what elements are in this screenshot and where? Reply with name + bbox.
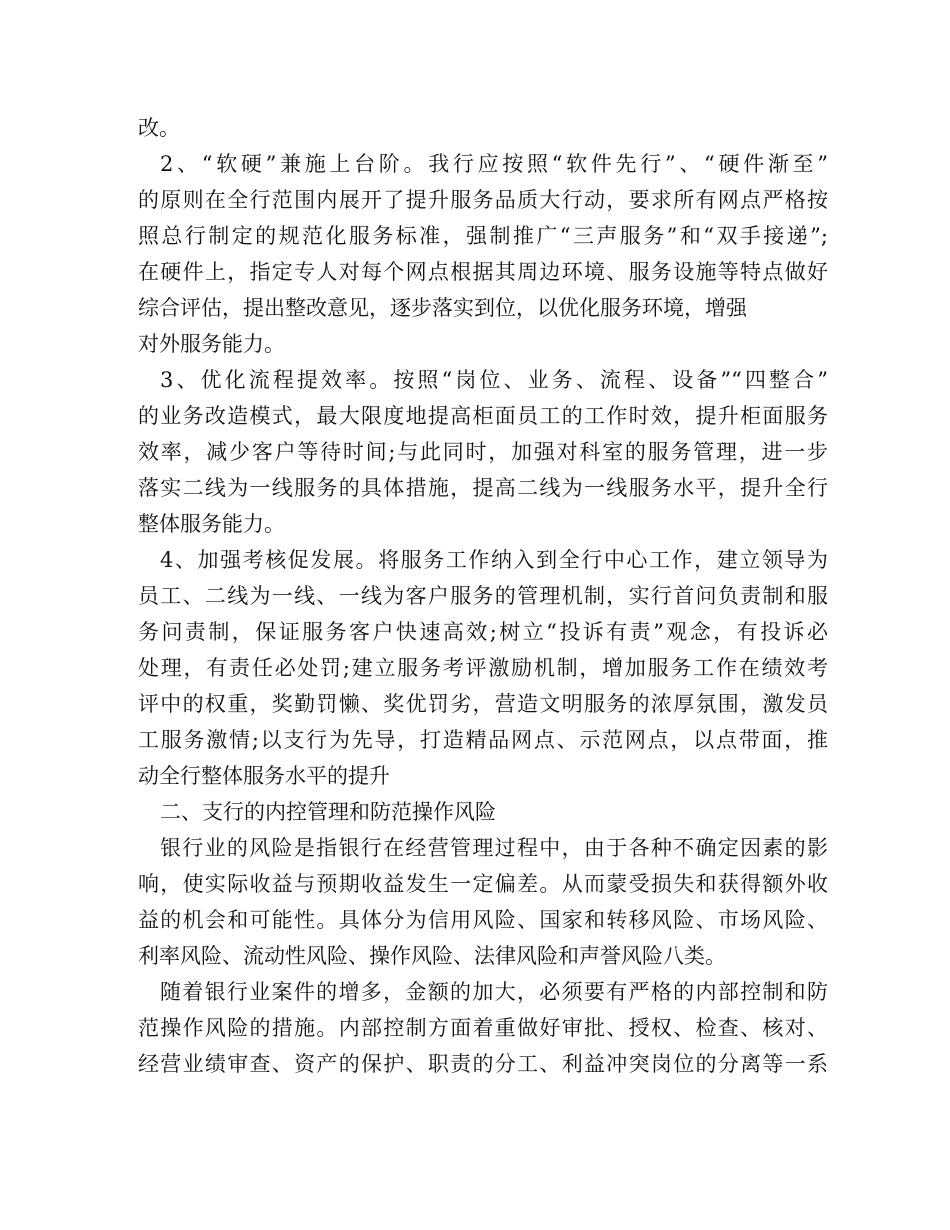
text-line: 效率，减少客户等待时间;与此同时，加强对科室的服务管理，进一步 (138, 440, 828, 464)
text-line: 益的机会和可能性。具体分为信用风险、国家和转移风险、市场风险、 (138, 908, 828, 932)
text-line: 务问责制，保证服务客户快速高效;树立“投诉有责”观念，有投诉必 (138, 620, 828, 644)
paragraph-first-line: 3、优化流程提效率。按照“岗位、业务、流程、设备”“四整合” (160, 368, 828, 392)
text-line: 经营业绩审查、资产的保护、职责的分工、利益冲突岗位的分离等一系 (138, 1052, 828, 1076)
text-line: 评中的权重，奖勤罚懒、奖优罚劣，营造文明服务的浓厚氛围，激发员 (138, 692, 828, 716)
text-line: 的原则在全行范围内展开了提升服务品质大行动，要求所有网点严格按 (138, 188, 828, 212)
paragraph-first-line: 银行业的风险是指银行在经营管理过程中，由于各种不确定因素的影 (160, 836, 828, 860)
text-line: 工服务激情;以支行为先导，打造精品网点、示范网点，以点带面，推 (138, 728, 828, 752)
text-line: 动全行整体服务水平的提升 (138, 764, 390, 788)
text-line: 利率风险、流动性风险、操作风险、法律风险和声誉风险八类。 (138, 944, 726, 968)
text-line: 整体服务能力。 (138, 512, 285, 536)
text-line: 对外服务能力。 (138, 332, 285, 356)
text-line: 响，使实际收益与预期收益发生一定偏差。从而蒙受损失和获得额外收 (138, 872, 828, 896)
paragraph-first-line: 2、“软硬”兼施上台阶。我行应按照“软件先行”、“硬件渐至” (160, 152, 828, 176)
text-line: 处理，有责任必处罚;建立服务考评激励机制，增加服务工作在绩效考 (138, 656, 828, 680)
text-line: 员工、二线为一线、一线为客户服务的管理机制，实行首问负责制和服 (138, 584, 828, 608)
text-line: 落实二线为一线服务的具体措施，提高二线为一线服务水平，提升全行 (138, 476, 828, 500)
document-body (138, 110, 828, 1082)
text-line: 在硬件上，指定专人对每个网点根据其周边环境、服务设施等特点做好 (138, 260, 828, 284)
text-line: 改。 (138, 116, 180, 140)
text-line: 照总行制定的规范化服务标准，强制推广“三声服务”和“双手接递”; (138, 224, 828, 248)
text-line: 综合评估，提出整改意见，逐步落实到位，以优化服务环境，增强 (138, 296, 747, 320)
paragraph-first-line: 随着银行业案件的增多，金额的加大，必须要有严格的内部控制和防 (160, 980, 828, 1004)
text-line: 范操作风险的措施。内部控制方面着重做好审批、授权、检查、核对、 (138, 1016, 828, 1040)
paragraph-first-line: 4、加强考核促发展。将服务工作纳入到全行中心工作，建立领导为 (160, 548, 828, 572)
text-line: 的业务改造模式，最大限度地提高柜面员工的工作时效，提升柜面服务 (138, 404, 828, 428)
section-heading: 二、支行的内控管理和防范操作风险 (160, 800, 496, 824)
